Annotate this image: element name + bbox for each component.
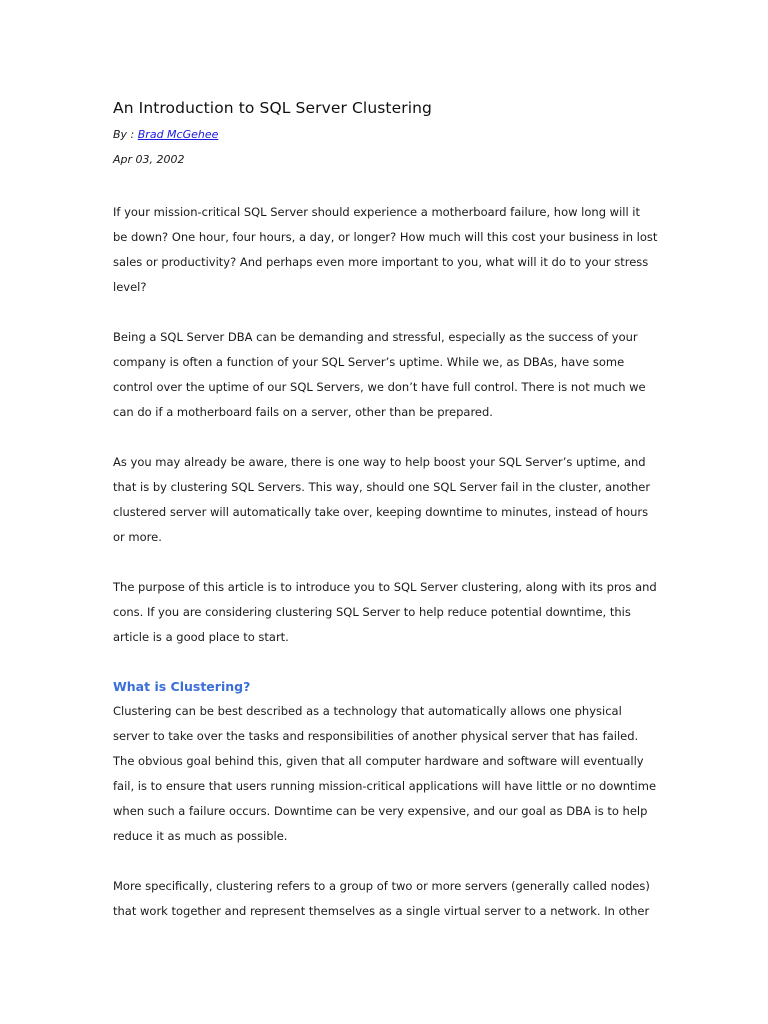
paragraph-3: As you may already be aware, there is one way to help boost your SQL Server’s uptime, and that is by clustering SQL Servers. This way, should one SQL Server fail in the cluster, another clustered server will automatically take over, keeping downtime to minutes, instead of hours or more. [113,455,651,544]
article [113,96,658,924]
paragraph-2: Being a SQL Server DBA can be demanding and stressful, especially as the success of your company is often a function of your SQL Server’s uptime. While we, as DBAs, have some control over the uptime of our SQL Servers, we don’t have full control. There is not much we can do if a motherboard fails on a server, other than be prepared. [113,330,646,419]
author-link[interactable]: Brad McGehee [137,128,219,141]
section-heading: What is Clustering? [113,679,251,694]
paragraph-4: The purpose of this article is to introduce you to SQL Server clustering, along with its pros and cons. If you are considering clustering SQL Server to help reduce potential downtime, this article is a good place to start. [113,580,657,644]
paragraph-1: If your mission-critical SQL Server should experience a motherboard failure, how long will it be down? One hour, four hours, a day, or longer? How much will this cost your business in lost sales or productivity? And perhaps even more important to you, what will it do to your stress level? [113,205,658,294]
publish-date: Apr 03, 2002 [113,153,185,166]
byline-prefix: By : [113,128,138,141]
section-paragraph-2: More specifically, clustering refers to a group of two or more servers (generally called nodes) that work together and represent themselves as a single virtual server to a network. In other [113,879,650,918]
byline [113,125,658,145]
article-title: An Introduction to SQL Server Clustering [113,99,432,117]
section-paragraph-1: Clustering can be best described as a technology that automatically allows one physical server to take over the tasks and responsibilities of another physical server that has failed. The obvious goal behind this, given that all computer hardware and software will eventually fail, is to ensure that users running mission-critical applications will have little or no downtime when such a failure occurs. Downtime can be very expensive, and our goal as DBA is to help reduce it as much as possible. [113,704,657,843]
